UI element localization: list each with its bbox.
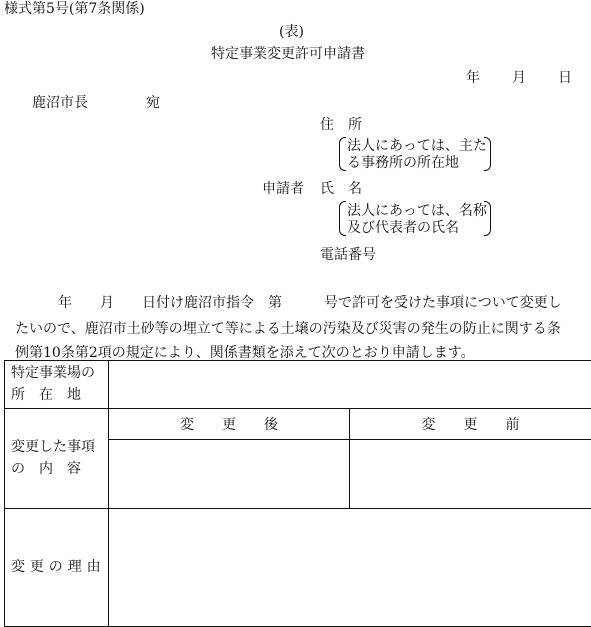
addressee-name: 鹿沼市長 [32,95,88,111]
address-label: 住 所 [320,117,362,133]
name-brace-right [484,201,491,236]
side-label: (表) [279,24,304,40]
page-title: 特定事業変更許可申請書 [211,46,365,62]
changed-label-cell [5,409,109,509]
changed-header-row [5,409,591,440]
changed-label-line-1: 変更した事項 [11,438,95,455]
date-month: 月 [512,70,526,86]
name-label: 氏 名 [320,181,362,197]
after-header: 変 更 後 [109,409,350,440]
date-day: 日 [558,70,572,86]
form-id: 様式第5号(第7条関係) [4,1,145,17]
reason-label: 変更の理由 [11,558,106,575]
body-line-2: たいので、鹿沼市土砂等の埋立て等による土壌の汚染及び災害の発生の防止に関する条 [15,321,561,337]
address-brace-left [339,137,346,171]
changed-label-line-2: の 内 容 [11,460,81,477]
address-note-2: る事務所の所在地 [347,155,459,171]
date-year: 年 [466,70,480,86]
phone-label: 電話番号 [320,247,376,263]
address-note-1: 法人にあっては、主た [347,138,487,154]
site-label-line-2: 所 在 地 [11,386,81,403]
body-line-1: 年 月 日付け鹿沼市指令 第 号で許可を受けた事項について変更し [58,295,562,311]
reason-row [5,509,591,627]
applicant-label: 申請者 [262,181,304,197]
body-line-3: 例第10条第2項の規定により、関係書類を添えて次のとおり申請します。 [15,345,475,361]
after-value-cell[interactable] [109,440,350,509]
site-value-cell[interactable] [109,361,591,409]
site-row [5,361,591,409]
change-details-table [4,360,591,627]
address-brace-right [484,137,491,171]
reason-label-cell [5,509,109,627]
site-label-line-1: 特定事業場の [11,364,95,381]
addressee-suffix: 宛 [146,95,160,111]
before-header: 変 更 前 [350,409,591,440]
before-value-cell[interactable] [350,440,591,509]
name-note-2: 及び代表者の氏名 [347,220,459,236]
site-label-cell [5,361,109,409]
name-note-1: 法人にあっては、名称 [347,203,487,219]
reason-value-cell[interactable] [109,509,591,627]
name-brace-left [339,201,346,236]
